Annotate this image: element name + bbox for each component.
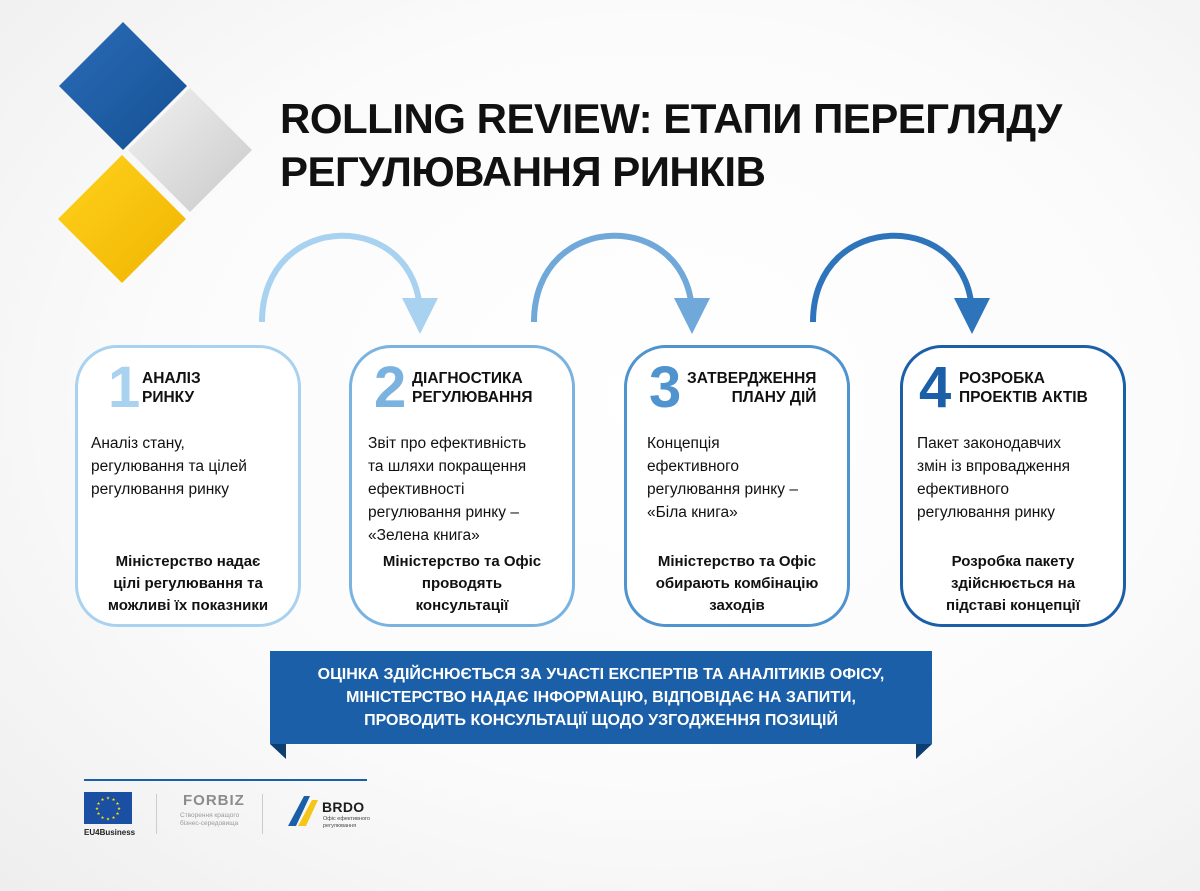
responsibility-line: обирають комбінацію bbox=[655, 575, 819, 592]
responsibility-line: заходів bbox=[709, 597, 765, 614]
responsibility-line: можливі їх показники bbox=[107, 597, 269, 614]
responsibility-line: цілі регулювання та bbox=[113, 575, 263, 592]
stage-card-3 bbox=[624, 345, 850, 627]
arrow-2-to-3 bbox=[534, 236, 692, 322]
responsibility-line: проводять bbox=[421, 575, 503, 592]
description-line: та шляхи покращення bbox=[368, 458, 527, 475]
svg-text:★: ★ bbox=[94, 807, 100, 812]
svg-text:★: ★ bbox=[105, 796, 111, 802]
brdo-tagline bbox=[323, 816, 373, 829]
description-line: регулювання ринку – bbox=[368, 504, 519, 521]
banner-line: ПРОВОДИТЬ КОНСУЛЬТАЦІЇ ЩОДО УЗГОДЖЕННЯ ПОЗИЦІЙ bbox=[364, 712, 838, 729]
stage-heading bbox=[687, 369, 816, 407]
brdo-logo-text: BRDO bbox=[322, 799, 365, 815]
forbiz-tagline bbox=[180, 812, 250, 828]
forbiz-tagline-line: Створення кращого bbox=[180, 812, 240, 819]
stage-heading-line: ЗАТВЕРДЖЕННЯ bbox=[687, 370, 817, 387]
description-line: Звіт про ефективність bbox=[368, 435, 527, 452]
responsibility-line: здійснюється на bbox=[950, 575, 1076, 592]
assessment-banner bbox=[270, 651, 932, 761]
stage-description bbox=[917, 432, 1117, 524]
description-line: Пакет законодавчих bbox=[917, 435, 1062, 452]
stage-heading bbox=[412, 369, 533, 407]
stage-description bbox=[91, 432, 291, 501]
stage-responsibility bbox=[360, 551, 564, 617]
svg-text:★: ★ bbox=[111, 816, 116, 821]
stage-number: 4 bbox=[919, 355, 952, 420]
stage-heading-line: РОЗРОБКА bbox=[959, 370, 1045, 387]
description-line: ефективного bbox=[917, 481, 1010, 498]
responsibility-line: підставі концепції bbox=[946, 597, 1080, 614]
arrow-3-to-4 bbox=[813, 236, 972, 322]
description-line: регулювання та цілей bbox=[91, 458, 247, 475]
stage-description bbox=[368, 432, 568, 547]
banner-line: ОЦІНКА ЗДІЙСНЮЄТЬСЯ ЗА УЧАСТІ ЕКСПЕРТІВ ТА АНАЛІТИКІВ ОФІСУ, bbox=[317, 666, 885, 683]
stage-heading-line: ДІАГНОСТИКА bbox=[412, 370, 523, 387]
brdo-tagline-line: регулювання bbox=[323, 822, 357, 829]
banner-text bbox=[270, 651, 932, 744]
stage-responsibility bbox=[911, 551, 1115, 617]
stage-number: 3 bbox=[649, 355, 682, 420]
stage-number: 1 bbox=[108, 355, 141, 420]
svg-text:★: ★ bbox=[100, 798, 105, 803]
description-line: Концепція bbox=[647, 435, 720, 452]
description-line: регулювання ринку – bbox=[647, 481, 798, 498]
svg-text:★: ★ bbox=[115, 802, 120, 807]
description-line: змін із впровадження bbox=[917, 458, 1071, 475]
forbiz-logo-text: FORBIZ bbox=[183, 792, 245, 809]
description-line: ефективності bbox=[368, 481, 465, 498]
footer-divider bbox=[84, 779, 367, 781]
stage-heading-line: РЕГУЛЮВАННЯ bbox=[412, 389, 533, 406]
svg-text:★: ★ bbox=[105, 817, 111, 823]
stage-number: 2 bbox=[374, 355, 407, 420]
brdo-logo-icon bbox=[284, 790, 324, 830]
description-line: «Біла книга» bbox=[647, 504, 738, 521]
responsibility-line: Розробка пакету bbox=[951, 553, 1075, 570]
svg-text:★: ★ bbox=[111, 798, 116, 803]
stage-card-4 bbox=[900, 345, 1126, 627]
decorative-diamonds-logo bbox=[0, 0, 260, 290]
title-line-1: ROLLING REVIEW: ЕТАПИ ПЕРЕГЛЯДУ bbox=[280, 95, 1062, 142]
svg-text:★: ★ bbox=[116, 807, 122, 812]
description-line: Аналіз стану, bbox=[91, 435, 185, 452]
stage-responsibility bbox=[635, 551, 839, 617]
eu-flag-icon bbox=[84, 792, 132, 824]
svg-text:★: ★ bbox=[96, 802, 101, 807]
svg-text:★: ★ bbox=[96, 812, 101, 817]
description-line: ефективного bbox=[647, 458, 740, 475]
brdo-tagline-line: Офіс ефективного bbox=[323, 816, 370, 822]
responsibility-line: консультації bbox=[415, 597, 509, 614]
banner-line: МІНІСТЕРСТВО НАДАЄ ІНФОРМАЦІЮ, ВІДПОВІДАЄ НА ЗАПИТИ, bbox=[346, 689, 856, 706]
responsibility-line: Міністерство та Офіс bbox=[657, 553, 817, 570]
svg-text:★: ★ bbox=[115, 812, 120, 817]
forbiz-tagline-line: бізнес-середовища bbox=[180, 820, 239, 827]
stage-responsibility bbox=[86, 551, 290, 617]
page-title bbox=[280, 92, 1160, 198]
stage-card-1 bbox=[75, 345, 301, 627]
svg-text:★: ★ bbox=[100, 816, 105, 821]
responsibility-line: Міністерство та Офіс bbox=[382, 553, 542, 570]
eu4business-label: EU4Business bbox=[84, 828, 136, 837]
responsibility-line: Міністерство надає bbox=[115, 553, 261, 570]
stage-heading bbox=[959, 369, 1088, 407]
description-line: «Зелена книга» bbox=[368, 527, 480, 544]
description-line: регулювання ринку bbox=[91, 481, 230, 498]
description-line: регулювання ринку bbox=[917, 504, 1056, 521]
logo-separator bbox=[156, 794, 157, 834]
arrow-1-to-2 bbox=[262, 236, 420, 322]
stage-heading-line: ПЛАНУ ДІЙ bbox=[731, 389, 817, 406]
stage-card-2 bbox=[349, 345, 575, 627]
logo-separator bbox=[262, 794, 263, 834]
stage-heading bbox=[142, 369, 201, 407]
stage-description bbox=[647, 432, 847, 524]
stage-heading-line: АНАЛІЗ bbox=[142, 370, 201, 387]
title-line-2: РЕГУЛЮВАННЯ РИНКІВ bbox=[280, 148, 766, 195]
stage-heading-line: РИНКУ bbox=[142, 389, 195, 406]
stage-heading-line: ПРОЕКТІВ АКТІВ bbox=[959, 389, 1088, 406]
